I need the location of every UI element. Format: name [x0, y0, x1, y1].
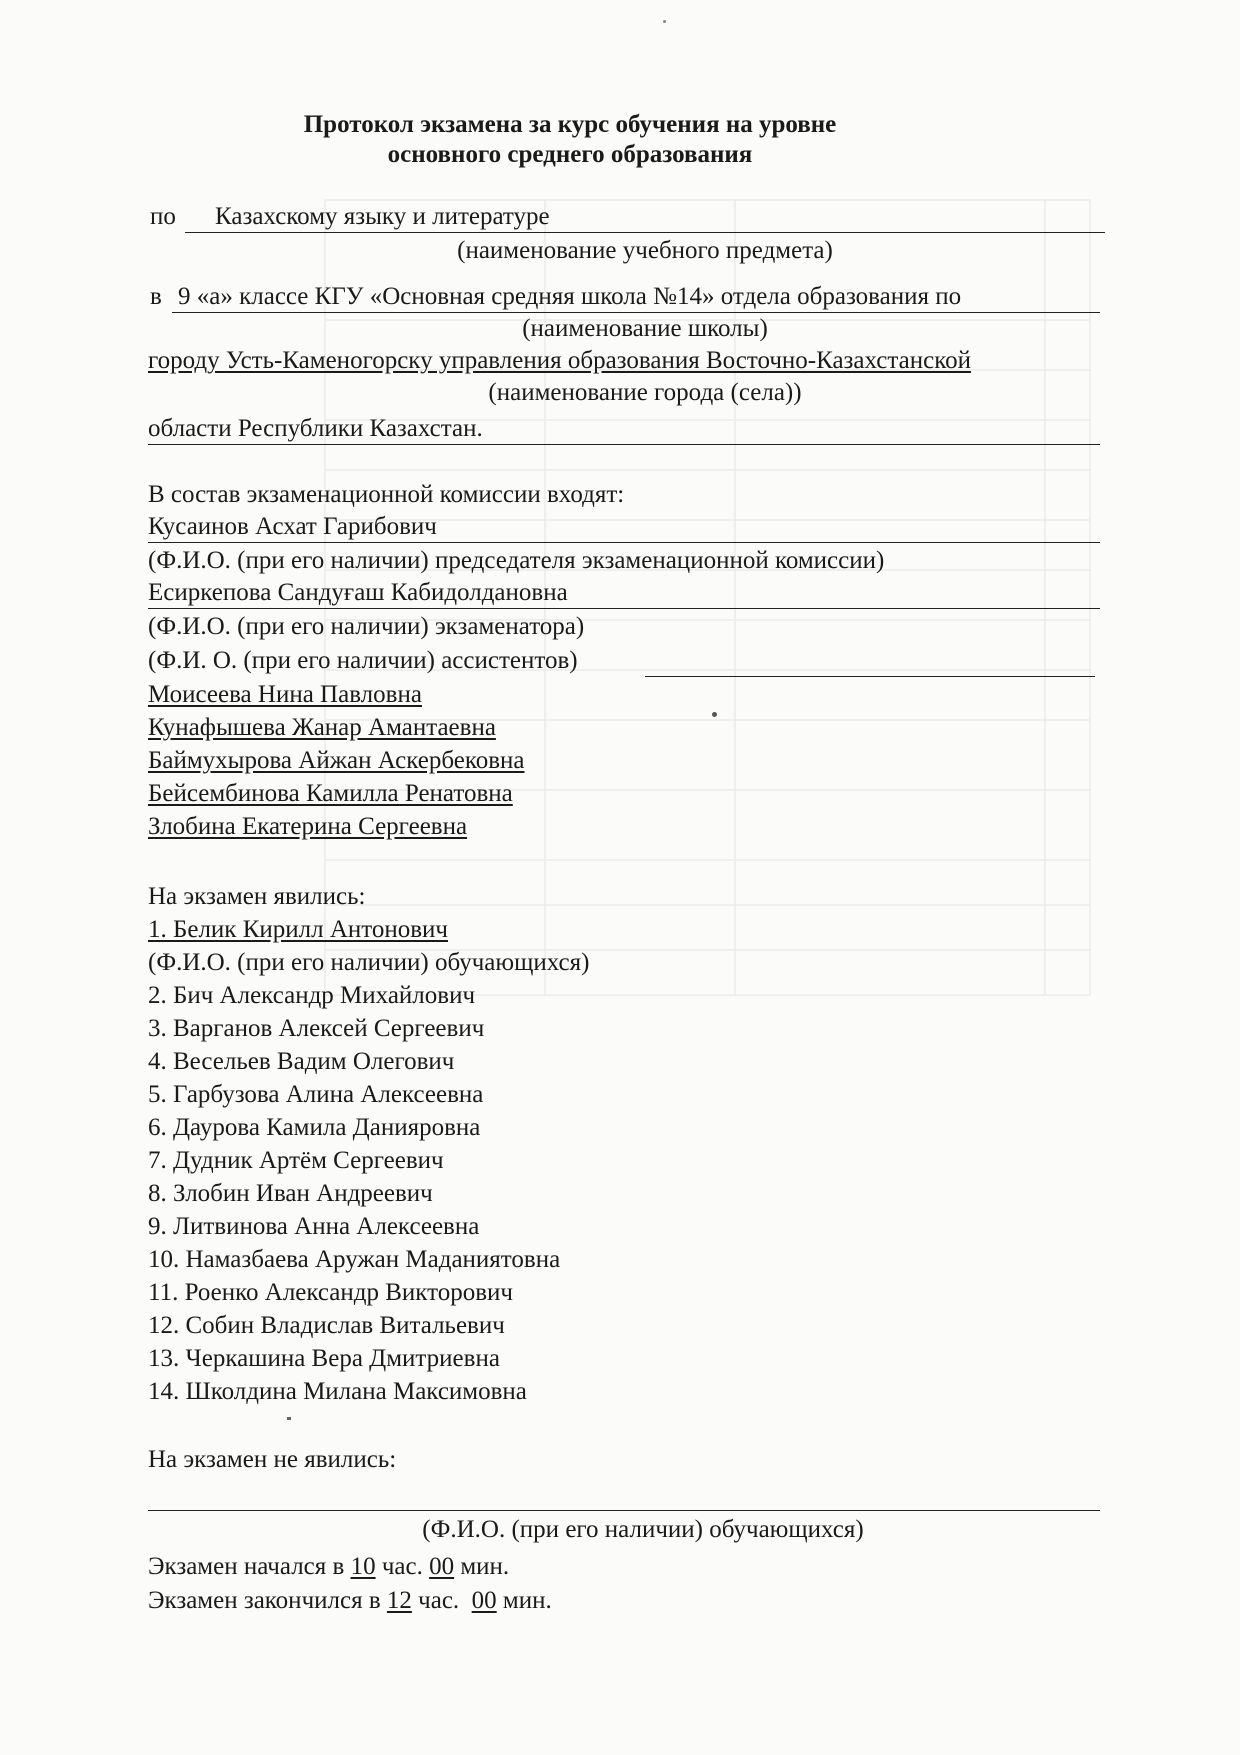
student-item: 13. Черкашина Вера Дмитриевна: [148, 1345, 500, 1372]
assistant-name: Моисеева Нина Павловна: [148, 681, 422, 708]
student-item: 10. Намазбаева Аружан Маданиятовна: [148, 1246, 561, 1273]
exam-end-min: 00: [471, 1587, 497, 1614]
attended-heading: На экзамен явились:: [148, 883, 366, 910]
assistant-name: Баймухырова Айжан Аскербековна: [148, 747, 525, 774]
school-caption2: (наименование города (села)): [488, 379, 802, 406]
school-line3: области Республики Казахстан.: [148, 415, 483, 442]
exam-end-hour: 12: [386, 1587, 412, 1614]
commission-chair-underline: [148, 542, 1100, 543]
exam-start-hour: 10: [350, 1553, 376, 1580]
commission-assistants-underline: [645, 676, 1095, 677]
commission-heading: В состав экзаменационной комиссии входят:: [148, 481, 625, 508]
school-line1: 9 «а» классе КГУ «Основная средняя школа №14» отдела образования по: [178, 283, 962, 310]
student-item: 7. Дудник Артём Сергеевич: [148, 1147, 444, 1174]
school-line2: городу Усть-Каменогорску управления образования Восточно-Казахстанской: [148, 347, 971, 374]
student-item: 5. Гарбузова Алина Алексеевна: [148, 1081, 484, 1108]
scan-mark: [712, 712, 717, 717]
exam-start-min: 00: [429, 1553, 455, 1580]
commission-chair-name: Кусаинов Асхат Гарибович: [148, 513, 437, 540]
student-item: 8. Злобин Иван Андреевич: [148, 1180, 433, 1207]
absent-caption: (Ф.И.О. (при его наличии) обучающихся): [422, 1516, 864, 1543]
subject-prefix: по: [150, 203, 176, 230]
student-item: 11. Роенко Александр Викторович: [148, 1279, 513, 1306]
scan-mark: [663, 20, 666, 23]
student-item: 3. Варганов Алексей Сергеевич: [148, 1015, 485, 1042]
commission-assistants-caption: (Ф.И. О. (при его наличии) ассистентов): [148, 647, 578, 674]
exam-end-hour-label: час.: [418, 1587, 460, 1614]
exam-end-time: [148, 1586, 552, 1616]
student-item: 9. Литвинова Анна Алексеевна: [148, 1213, 480, 1240]
scan-mark: [287, 1417, 291, 1420]
attended-caption: (Ф.И.О. (при его наличии) обучающихся): [148, 949, 590, 976]
assistant-name: Бейсембинова Камилла Ренатовна: [148, 780, 513, 807]
commission-chair-caption: (Ф.И.О. (при его наличии) председателя экзаменационной комиссии): [148, 547, 885, 574]
commission-examiner-name: Есиркепова Сандуғаш Кабидолдановна: [148, 579, 568, 606]
student-item: 2. Бич Александр Михайлович: [148, 982, 476, 1009]
exam-start-hour-label: час.: [381, 1553, 423, 1580]
student-item: 14. Школдина Милана Максимовна: [148, 1378, 527, 1405]
subject-value: Казахскому языку и литературе: [215, 203, 550, 230]
subject-underline: [185, 232, 1105, 233]
school-underline1: [172, 312, 1100, 313]
exam-end-prefix: Экзамен закончился в: [148, 1587, 381, 1614]
subject-caption: (наименование учебного предмета): [457, 237, 833, 264]
protocol-title-line1: Протокол экзамена за курс обучения на уровне: [303, 111, 837, 138]
assistant-name: Злобина Екатерина Сергеевна: [148, 813, 468, 840]
attended-first-student: 1. Белик Кирилл Антонович: [148, 916, 448, 943]
exam-end-min-label: мин.: [502, 1587, 552, 1614]
exam-start-time: [148, 1552, 509, 1582]
exam-start-min-label: мин.: [460, 1553, 510, 1580]
student-item: 12. Собин Владислав Витальевич: [148, 1312, 505, 1339]
protocol-title-line2: основного среднего образования: [387, 141, 753, 168]
absent-heading: На экзамен не явились:: [148, 1446, 397, 1473]
student-item: 6. Даурова Камила Данияровна: [148, 1114, 481, 1141]
absent-underline: [148, 1510, 1100, 1511]
school-underline3: [148, 444, 1100, 445]
school-caption1: (наименование школы): [522, 315, 768, 342]
commission-examiner-underline: [148, 608, 1100, 609]
exam-start-prefix: Экзамен начался в: [148, 1553, 345, 1580]
school-prefix: в: [150, 283, 162, 310]
assistant-name: Кунафышева Жанар Амантаевна: [148, 714, 496, 741]
student-item: 4. Весельев Вадим Олегович: [148, 1048, 455, 1075]
commission-examiner-caption: (Ф.И.О. (при его наличии) экзаменатора): [148, 613, 585, 640]
